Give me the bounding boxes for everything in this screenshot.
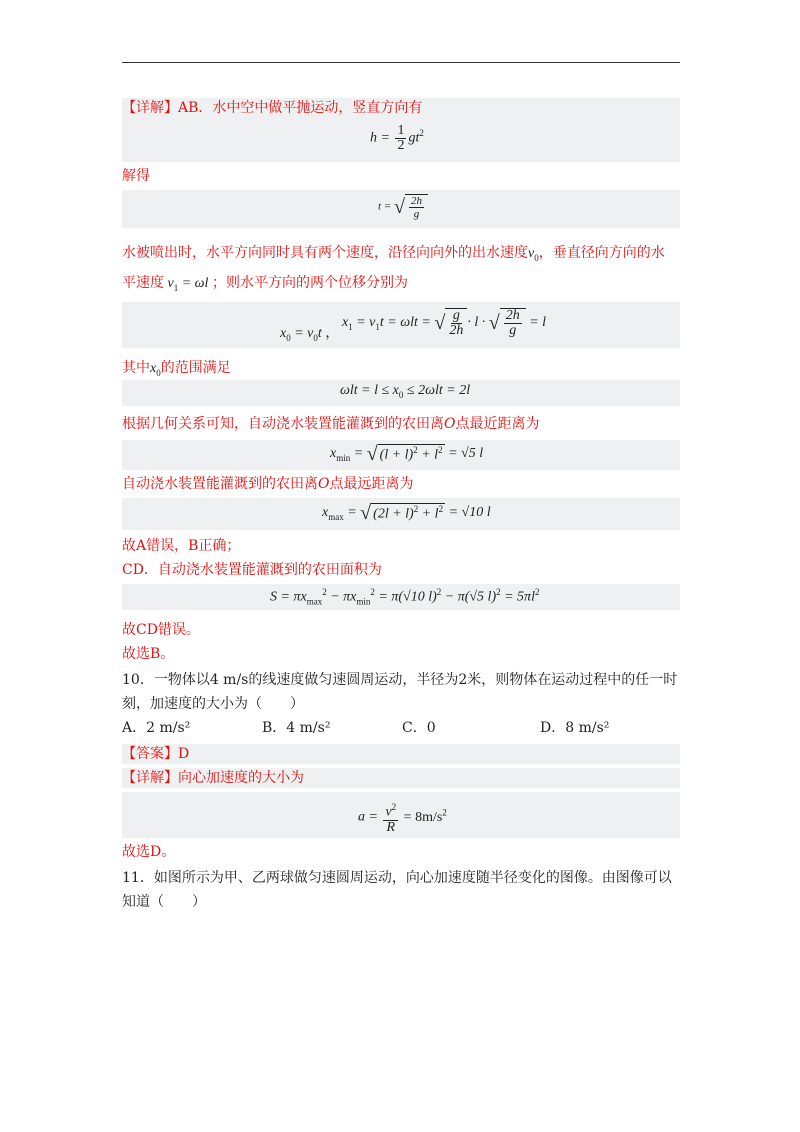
question-11-line-2: 知道（ ） — [122, 894, 206, 910]
option-d: D．8 m/s² — [540, 720, 610, 736]
paragraph-velocity-2 — [122, 273, 680, 298]
equation-block-xmax — [122, 498, 680, 530]
option-a: A．2 m/s² — [122, 720, 191, 736]
equation-x1: $x_1 = v_1t = \omega lt$ = √ $\frac{g}{2h}$ · l · √ $\frac{2h}{g}$ = l — [342, 308, 547, 338]
detail-tag-2: 【详解】 — [122, 770, 178, 786]
equation-block-range — [122, 380, 680, 406]
range-text-a: 其中 — [122, 360, 150, 376]
equation-xmin: $x_{min}$ = √ $(l + l)^2 + l^2$ = √5 l — [330, 443, 484, 465]
min-text-a: 根据几何关系可知，自动浇水装置能灌溉到的农田离 — [122, 416, 444, 432]
equation-xmax: $x_{max}$ = √ $(2l + l)^2 + l^2$ = √10 l — [322, 502, 491, 524]
question-10-line-1: 10．一物体以4 m/s的线速度做匀速圆周运动，半径为2米，则物体在运动过程中的任一时 — [122, 672, 678, 688]
paragraph-cd-conclusion: 故CD错误。 — [122, 622, 200, 638]
paragraph-min-distance — [122, 414, 680, 434]
header-rule — [122, 62, 680, 63]
equation-t: t = √ $\frac{2h}{g}$ — [378, 194, 428, 220]
option-c: C．0 — [402, 720, 436, 736]
question-11-line-1: 11．如图所示为甲、乙两球做匀速圆周运动，向心加速度随半径变化的图像。由图像可以 — [122, 870, 672, 886]
symbol-o-2: O — [318, 476, 330, 492]
question-10-detail — [122, 768, 680, 788]
equation-block-xmin — [122, 440, 680, 470]
min-text-b: 点最近距离为 — [455, 416, 540, 432]
velocity-text-b: ，垂直径向方向的水 — [538, 245, 665, 261]
equation-block-x — [122, 302, 680, 348]
velocity-text-a: 水被喷出时，水平方向同时具有两个速度，沿径向向外的出水速度 — [122, 245, 528, 261]
equation-v1: $v_1 = \omega l$ — [164, 276, 212, 293]
question-10-conclusion: 故选D。 — [122, 844, 176, 860]
equation-range: $\omega lt = l \le x_0 \le 2\omega lt = 2l$ — [340, 383, 471, 400]
symbol-x0: $x_0$ — [150, 361, 161, 378]
paragraph-detail-ab — [122, 98, 680, 118]
paragraph-velocity — [122, 243, 680, 268]
equation-block-area — [122, 584, 680, 610]
equation-h: h = $\frac{1}{2}$ $gt^2$ — [370, 123, 424, 153]
detail-text-2: 向心加速度的大小为 — [178, 770, 304, 786]
velocity-text-c: 平速度 — [122, 275, 164, 291]
equation-x0: $x_0 = v_0t$ ， — [280, 326, 340, 343]
velocity-text-d: ；则水平方向的两个位移分别为 — [211, 275, 408, 291]
question-10-options — [122, 718, 680, 738]
paragraph-cd: CD．自动浇水装置能灌溉到的农田面积为 — [122, 562, 382, 578]
paragraph-solve: 解得 — [122, 168, 150, 184]
symbol-o: O — [444, 416, 456, 432]
max-text-b: 点最远距离为 — [329, 476, 414, 492]
paragraph-ab-conclusion: 故A错误，B正确； — [122, 538, 241, 554]
max-text-a: 自动浇水装置能灌溉到的农田离 — [122, 476, 318, 492]
detail-tag: 【详解】 — [122, 100, 178, 116]
equation-area: $S = \pi x_{max}^2 - \pi x_{min}^2 = \pi(√10$ l)$^2$ − π(√5 $l)^2 = 5\pi l^2$ — [270, 587, 540, 607]
equation-a: a = $\frac{v^2}{R}$ = $8m/s^2$ — [358, 802, 447, 835]
option-b: B．4 m/s² — [262, 720, 331, 736]
equation-block-t — [122, 190, 680, 228]
symbol-v0: $v_0$ — [528, 246, 539, 263]
equation-block-a — [122, 792, 680, 838]
equation-block-h — [122, 118, 680, 162]
answer-value: D — [178, 746, 190, 762]
question-10-answer — [122, 744, 680, 764]
detail-text: AB．水中空中做平抛运动，竖直方向有 — [178, 100, 423, 116]
paragraph-answer-b: 故选B。 — [122, 646, 175, 662]
paragraph-max-distance — [122, 474, 680, 494]
answer-tag: 【答案】 — [122, 746, 178, 762]
question-10-line-2: 刻，加速度的大小为（ ） — [122, 696, 304, 712]
range-text-b: 的范围满足 — [160, 360, 231, 376]
